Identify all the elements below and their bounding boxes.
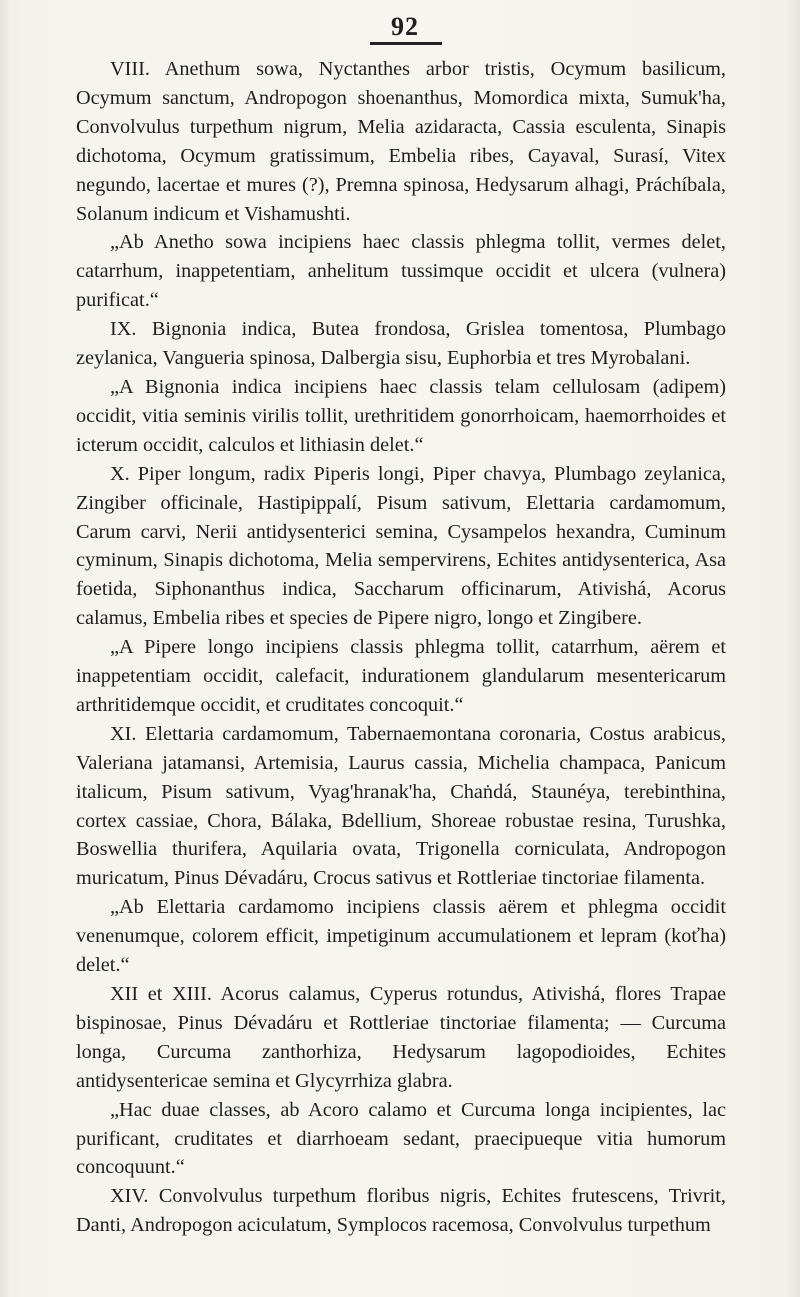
paragraph-text: „A Pipere longo incipiens classis phlegma tollit, catarrhum, aërem et inappetentiam occidit, calefacit, indurationem glandularum mesentericarum arthritidemque occidit, et cruditates concoquit.“ (76, 636, 726, 716)
paragraph-xi-quote (76, 893, 726, 980)
page-number: 92 (391, 12, 419, 41)
paragraph-viii (76, 55, 726, 228)
paragraph-xii-xiii-quote (76, 1096, 726, 1183)
paragraph-ix-quote (76, 373, 726, 460)
paragraph-xii-xiii (76, 980, 726, 1096)
paragraph-ix (76, 315, 726, 373)
header-rule (370, 42, 442, 45)
paragraph-text: „Ab Anetho sowa incipiens haec classis phlegma tollit, vermes delet, catarrhum, inappetentiam, anhelitum tussimque occidit et ulcera (vulnera) purificat.“ (76, 231, 726, 312)
section-number: IX. (110, 318, 137, 341)
body-text (76, 55, 726, 1240)
section-number: XI. (110, 722, 137, 745)
paragraph-text: Piper longum, radix Piperis longi, Piper chavya, Plumbago zeylanica, Zingiber officinale, Hastipippalí, Pisum sativum, Elettaria cardamomum, Carum carvi, Nerii antidysenterici semina, Cysampelos hexandra, Cuminum cyminum, Sinapis dichotoma, Melia sempervirens, Echites antidysenterica, Asa foetida, Siphonanthus indica, Saccharum officinarum, Ativishá, Acorus calamus, Embelia ribes et species de Pipere nigro, longo et Zingibere. (76, 462, 726, 630)
section-number: XII et XIII. (110, 983, 212, 1005)
paragraph-text: „A Bignonia indica incipiens haec classis telam cellulosam (adipem) occidit, vitia seminis virilis tollit, urethritidem gonorrhoicam, haemorrhoides et icterum occidit, calculos et lithiasin delet.“ (76, 375, 726, 456)
paragraph-text: Acorus calamus, Cyperus rotundus, Ativishá, flores Trapae bispinosae, Pinus Dévadáru et Rottleriae tinctoriae filamenta; — Curcuma longa, Curcuma zanthorhiza, Hedysarum lagopodioides, Echites antidysentericae semina et Glycyrrhiza glabra. (76, 983, 726, 1092)
paragraph-text: Anethum sowa, Nyctanthes arbor tristis, Ocymum basilicum, Ocymum sanctum, Andropogon shoenanthus, Momordica mixta, Sumuk'ha, Convolvulus turpethum nigrum, Melia azidaracta, Cassia esculenta, Sinapis dichotoma, Ocymum gratissimum, Embelia ribes, Cayaval, Surasí, Vitex negundo, lacertae et mures (?), Premna spinosa, Hedysarum alhagi, Práchíbala, Solanum indicum et Vishamushti. (76, 58, 726, 225)
section-number: X. (110, 462, 130, 485)
paragraph-text: „Ab Elettaria cardamomo incipiens classis aërem et phlegma occidit venenumque, colorem efficit, impetiginum accumulationem et lepram (koťha) delet.“ (76, 896, 726, 977)
paragraph-x (76, 460, 726, 633)
paragraph-viii-quote (76, 228, 726, 315)
paragraph-x-quote (76, 633, 726, 720)
page-edge-shadow (786, 0, 800, 1297)
paragraph-xiv (76, 1182, 726, 1240)
paragraph-xi (76, 720, 726, 893)
page-fold-shadow (0, 0, 10, 1297)
paragraph-text: Bignonia indica, Butea frondosa, Grislea tomentosa, Plumbago zeylanica, Vangueria spinosa, Dalbergia sisu, Euphorbia et tres Myrobalani. (76, 318, 726, 370)
section-number: VIII. (110, 58, 150, 80)
paragraph-text: Convolvulus turpethum floribus nigris, Echites frutescens, Trivrit, Danti, Andropogon aciculatum, Symplocos racemosa, Convolvulus turpethum (76, 1185, 726, 1237)
section-number: XIV. (110, 1185, 149, 1208)
paragraph-text: Elettaria cardamomum, Tabernaemontana coronaria, Costus arabicus, Valeriana jatamansi, Artemisia, Laurus cassia, Michelia champaca, Panicum italicum, Pisum sativum, Vyag'hranak'ha, Chaṅdá, Staunéya, terebinthina, cortex cassiae, Chora, Bálaka, Bdellium, Shoreae robustae resina, Turushka, Boswellia thurifera, Aquilaria ovata, Trigonella corniculata, Andropogon muricatum, Pinus Dévadáru, Crocus sativus et Rottleriae tinctoriae filamenta. (76, 722, 726, 890)
paragraph-text: „Hac duae classes, ab Acoro calamo et Curcuma longa incipientes, lac purificant, cruditates et diarrhoeam sedant, praecipueque vitia humorum concoquunt.“ (76, 1098, 726, 1179)
